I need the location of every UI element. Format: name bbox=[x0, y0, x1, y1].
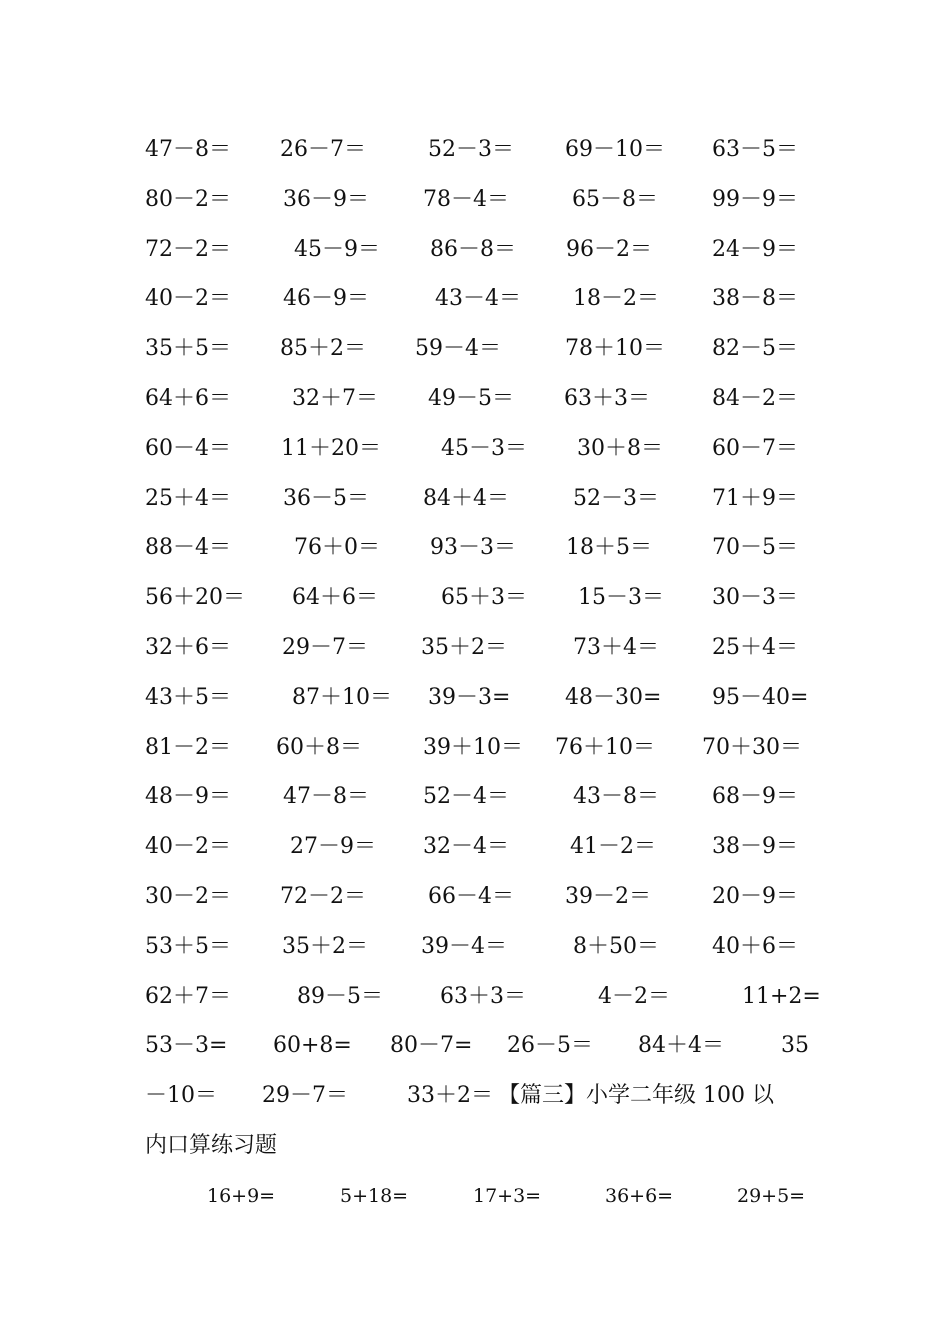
arithmetic-problem: 95－40= bbox=[712, 684, 809, 710]
arithmetic-problem: 60－4＝ bbox=[145, 435, 231, 461]
arithmetic-problem: 93－3＝ bbox=[430, 535, 516, 561]
arithmetic-problem: 35 bbox=[781, 1033, 809, 1059]
arithmetic-problem: 24－9＝ bbox=[712, 236, 798, 262]
arithmetic-problem: 52－3＝ bbox=[428, 137, 514, 162]
arithmetic-problem: 47－8＝ bbox=[283, 784, 369, 810]
arithmetic-problem: 84－2＝ bbox=[712, 386, 798, 411]
arithmetic-problem: 53＋5＝ bbox=[145, 933, 231, 959]
arithmetic-problem: 63－5＝ bbox=[712, 137, 798, 162]
arithmetic-problem: 66－4＝ bbox=[428, 884, 514, 909]
arithmetic-problem: 40－2＝ bbox=[145, 834, 231, 860]
arithmetic-problem: 43＋5＝ bbox=[145, 684, 231, 710]
arithmetic-problem: 73＋4＝ bbox=[573, 635, 659, 660]
arithmetic-problem: 16+9= bbox=[207, 1184, 276, 1207]
arithmetic-problem: 60+8= bbox=[273, 1033, 352, 1059]
arithmetic-problem: 39－4＝ bbox=[421, 933, 507, 959]
arithmetic-problem: 39－2＝ bbox=[565, 884, 651, 909]
arithmetic-problem: 25＋4＝ bbox=[145, 485, 231, 511]
arithmetic-problem: 39＋10＝ bbox=[423, 734, 523, 760]
arithmetic-problem: 63＋3＝ bbox=[564, 386, 650, 411]
arithmetic-problem: 63＋3＝ bbox=[440, 983, 526, 1009]
arithmetic-problem: 62＋7＝ bbox=[145, 983, 231, 1009]
problem-row bbox=[0, 981, 950, 1013]
arithmetic-problem: 59－4＝ bbox=[415, 336, 501, 362]
arithmetic-problem: 48－30= bbox=[565, 684, 662, 710]
problem-row bbox=[0, 632, 950, 664]
arithmetic-problem: 38－9＝ bbox=[712, 834, 798, 860]
arithmetic-problem: 33＋2＝ bbox=[407, 1083, 493, 1109]
arithmetic-problem: 46－9＝ bbox=[283, 286, 369, 312]
arithmetic-problem: 78＋10＝ bbox=[565, 336, 665, 362]
arithmetic-problem: 60－7＝ bbox=[712, 435, 798, 461]
problem-row bbox=[0, 483, 950, 515]
arithmetic-problem: 52－4＝ bbox=[423, 784, 509, 810]
problem-row bbox=[0, 1030, 950, 1062]
arithmetic-problem: 81－2＝ bbox=[145, 734, 231, 760]
arithmetic-problem: 48－9＝ bbox=[145, 784, 231, 810]
arithmetic-problem: 96－2＝ bbox=[566, 236, 652, 262]
arithmetic-problem: 35＋2＝ bbox=[421, 635, 507, 660]
arithmetic-problem: 18－2＝ bbox=[573, 286, 659, 312]
problem-row bbox=[0, 682, 950, 714]
problem-row bbox=[0, 283, 950, 315]
arithmetic-problem: 32＋6＝ bbox=[145, 635, 231, 660]
problem-row bbox=[0, 532, 950, 564]
arithmetic-problem: 17+3= bbox=[473, 1184, 542, 1207]
arithmetic-problem: 36－5＝ bbox=[283, 485, 369, 511]
arithmetic-problem: 32＋7＝ bbox=[292, 386, 378, 411]
arithmetic-problem: 45－3＝ bbox=[441, 435, 527, 461]
problem-row bbox=[0, 931, 950, 963]
arithmetic-problem: 15－3＝ bbox=[578, 585, 664, 611]
arithmetic-problem: 72－2＝ bbox=[280, 884, 366, 909]
arithmetic-problem: 70－5＝ bbox=[712, 535, 798, 561]
problem-row bbox=[0, 781, 950, 813]
arithmetic-problem: 64＋6＝ bbox=[145, 386, 231, 411]
arithmetic-problem: 89－5＝ bbox=[297, 983, 383, 1009]
problem-row bbox=[0, 831, 950, 863]
section-heading-part2: 内口算练习题 bbox=[145, 1133, 278, 1158]
arithmetic-problem: 30－3＝ bbox=[712, 585, 798, 611]
arithmetic-problem: －10＝ bbox=[145, 1083, 217, 1109]
problem-row bbox=[0, 184, 950, 216]
arithmetic-problem: 26－5＝ bbox=[507, 1033, 593, 1059]
arithmetic-problem: 8＋50＝ bbox=[573, 933, 659, 959]
arithmetic-problem: 4－2＝ bbox=[598, 983, 670, 1009]
arithmetic-problem: 52－3＝ bbox=[573, 485, 659, 511]
arithmetic-problem: 5+18= bbox=[340, 1184, 409, 1207]
arithmetic-problem: 40－2＝ bbox=[145, 286, 231, 312]
problem-row bbox=[0, 433, 950, 465]
arithmetic-problem: 29－7＝ bbox=[282, 635, 368, 660]
arithmetic-problem: 11＋20＝ bbox=[281, 435, 381, 461]
problem-row bbox=[0, 582, 950, 614]
arithmetic-problem: 29－7＝ bbox=[262, 1083, 348, 1109]
arithmetic-problem: 35＋2＝ bbox=[282, 933, 368, 959]
arithmetic-problem: 88－4＝ bbox=[145, 535, 231, 561]
arithmetic-problem: 76＋0＝ bbox=[294, 535, 380, 561]
arithmetic-problem: 49－5＝ bbox=[428, 386, 514, 411]
arithmetic-problem: 78－4＝ bbox=[423, 186, 509, 212]
problem-row bbox=[0, 333, 950, 365]
problem-row bbox=[0, 732, 950, 764]
arithmetic-problem: 65－8＝ bbox=[572, 186, 658, 212]
arithmetic-problem: 36+6= bbox=[605, 1184, 674, 1207]
arithmetic-problem: 35＋5＝ bbox=[145, 336, 231, 362]
arithmetic-problem: 84＋4＝ bbox=[423, 485, 509, 511]
arithmetic-problem: 71＋9＝ bbox=[712, 485, 798, 511]
arithmetic-problem: 40＋6＝ bbox=[712, 933, 798, 959]
arithmetic-problem: 39－3= bbox=[428, 684, 511, 710]
arithmetic-problem: 43－8＝ bbox=[573, 784, 659, 810]
arithmetic-problem: 18＋5＝ bbox=[566, 535, 652, 561]
arithmetic-problem: 84＋4＝ bbox=[638, 1033, 724, 1059]
arithmetic-problem: 43－4＝ bbox=[435, 286, 521, 312]
arithmetic-problem: 29+5= bbox=[737, 1184, 806, 1207]
arithmetic-problem: 30＋8＝ bbox=[577, 435, 663, 461]
arithmetic-problem: 53－3= bbox=[145, 1033, 228, 1059]
arithmetic-problem: 64＋6＝ bbox=[292, 585, 378, 611]
arithmetic-problem: 38－8＝ bbox=[712, 286, 798, 312]
arithmetic-problem: 45－9＝ bbox=[294, 236, 380, 262]
arithmetic-problem: 86－8＝ bbox=[430, 236, 516, 262]
arithmetic-problem: 72－2＝ bbox=[145, 236, 231, 262]
arithmetic-problem: 80－2＝ bbox=[145, 186, 231, 212]
arithmetic-problem: 99－9＝ bbox=[712, 186, 798, 212]
arithmetic-problem: 69－10＝ bbox=[565, 137, 665, 162]
arithmetic-problem: 30－2＝ bbox=[145, 884, 231, 909]
arithmetic-problem: 32－4＝ bbox=[423, 834, 509, 860]
arithmetic-problem: 27－9＝ bbox=[290, 834, 376, 860]
arithmetic-problem: 87＋10＝ bbox=[292, 684, 392, 710]
problem-row bbox=[0, 234, 950, 266]
arithmetic-problem: 65＋3＝ bbox=[441, 585, 527, 611]
arithmetic-problem: 85＋2＝ bbox=[280, 336, 366, 362]
arithmetic-problem: 47－8＝ bbox=[145, 137, 231, 162]
arithmetic-problem: 25＋4＝ bbox=[712, 635, 798, 660]
arithmetic-problem: 56＋20＝ bbox=[145, 585, 245, 611]
arithmetic-problem: 68－9＝ bbox=[712, 784, 798, 810]
problem-row bbox=[0, 134, 950, 166]
arithmetic-problem: 76＋10＝ bbox=[555, 734, 655, 760]
problem-row-section3 bbox=[0, 1180, 950, 1212]
arithmetic-problem: 82－5＝ bbox=[712, 336, 798, 362]
arithmetic-problem: 60＋8＝ bbox=[276, 734, 362, 760]
problem-row bbox=[0, 383, 950, 415]
section-heading-part1: 【篇三】小学二年级 100 以 bbox=[498, 1083, 774, 1109]
arithmetic-problem: 11+2= bbox=[742, 983, 821, 1009]
arithmetic-problem: 26－7＝ bbox=[280, 137, 366, 162]
section-heading-full bbox=[0, 0, 1, 1]
arithmetic-problem: 20－9＝ bbox=[712, 884, 798, 909]
arithmetic-problem: 80－7= bbox=[390, 1033, 473, 1059]
problem-row bbox=[0, 881, 950, 913]
arithmetic-problem: 36－9＝ bbox=[283, 186, 369, 212]
problem-row-wrapped bbox=[0, 1080, 950, 1112]
arithmetic-problem: 41－2＝ bbox=[570, 834, 656, 860]
arithmetic-problem: 70＋30＝ bbox=[702, 734, 802, 760]
